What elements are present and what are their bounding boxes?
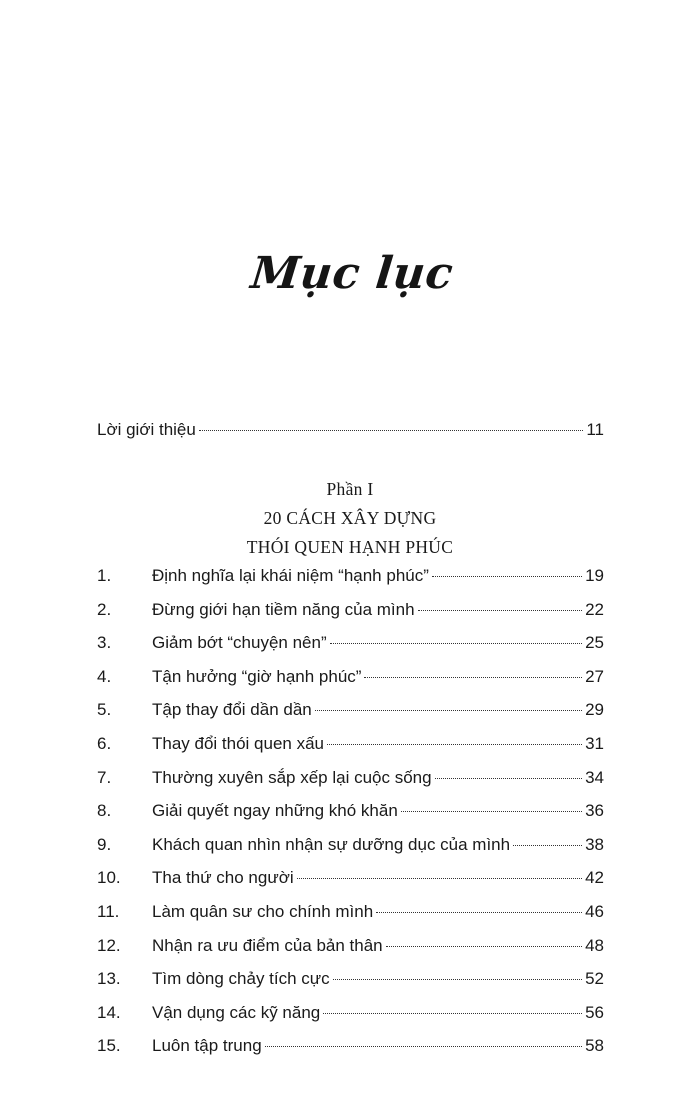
toc-entry-page: 31: [585, 733, 604, 753]
page-title: Mục lục: [248, 248, 456, 299]
toc-entry-page: 42: [585, 868, 604, 888]
toc-entry-title: Tận hưởng “giờ hạnh phúc”: [152, 666, 362, 686]
dot-leader: [401, 811, 582, 812]
dot-leader: [323, 1013, 582, 1014]
dot-leader: [297, 878, 582, 879]
toc-entry-number: 13.: [97, 969, 121, 989]
toc-entry-page: 56: [585, 1002, 604, 1022]
part-heading-block: [0, 475, 700, 562]
toc-entry-page: 36: [585, 801, 604, 821]
toc-entry-number: 6.: [97, 733, 112, 753]
toc-entry-number: 7.: [97, 767, 112, 787]
toc-entry-page: 19: [585, 566, 604, 585]
toc-entry-title: Giải quyết ngay những khó khăn: [152, 801, 398, 821]
toc-entry-page: 46: [585, 901, 604, 921]
part-subtitle-line-1: 20 CÁCH XÂY DỰNG: [263, 508, 437, 528]
dot-leader: [315, 710, 582, 711]
toc-entry-title: Lời giới thiệu: [97, 420, 196, 439]
toc-entry-page: 11: [586, 420, 604, 439]
dot-leader: [364, 677, 582, 678]
toc-entry-title: Tìm dòng chảy tích cực: [152, 969, 330, 989]
toc-entry-page: 34: [585, 767, 604, 787]
toc-entry-title: Luôn tập trung: [152, 1036, 262, 1056]
toc-entry[interactable]: [97, 731, 604, 765]
dot-leader: [418, 610, 583, 611]
toc-entry-number: 2.: [97, 599, 112, 619]
toc-entry-title: Giảm bớt “chuyện nên”: [152, 633, 327, 653]
dot-leader: [376, 912, 582, 913]
toc-entry-page: 38: [585, 834, 604, 854]
toc-entry-title: Làm quân sư cho chính mình: [152, 901, 374, 921]
toc-entry[interactable]: [97, 798, 604, 832]
toc-entry-number: 5.: [97, 700, 112, 720]
toc-entry-title: Khách quan nhìn nhận sự dưỡng dục của mình: [152, 834, 511, 854]
dot-leader: [432, 576, 582, 577]
toc-entry-number: 10.: [97, 868, 121, 888]
toc-entry-number: 8.: [97, 801, 112, 821]
toc-entry[interactable]: [97, 697, 604, 731]
toc-entry-title: Tập thay đổi dần dần: [152, 700, 312, 720]
dot-leader: [330, 643, 582, 644]
toc-entry[interactable]: [97, 765, 604, 799]
dot-leader: [513, 845, 582, 846]
dot-leader: [386, 946, 582, 947]
toc-entry-number: 11.: [97, 901, 120, 921]
toc-entry-intro[interactable]: [97, 420, 604, 446]
toc-entry-title: Định nghĩa lại khái niệm “hạnh phúc”: [152, 566, 429, 585]
toc-entry[interactable]: [97, 966, 604, 1000]
part-subtitle-line-2: THÓI QUEN HẠNH PHÚC: [246, 537, 454, 557]
toc-entry-number: 4.: [97, 666, 112, 686]
toc-entry-title: Đừng giới hạn tiềm năng của mình: [152, 599, 415, 619]
toc-entry[interactable]: [97, 664, 604, 698]
dot-leader: [265, 1046, 582, 1047]
dot-leader: [327, 744, 582, 745]
toc-entry[interactable]: [97, 597, 604, 631]
toc-entry-page: 25: [585, 633, 604, 653]
part-heading: Phần I: [326, 479, 374, 499]
toc-entry[interactable]: [97, 899, 604, 933]
toc-entry-page: 58: [585, 1036, 604, 1056]
toc-entry[interactable]: [97, 832, 604, 866]
toc-entry-number: 9.: [97, 834, 112, 854]
toc-entry-number: 12.: [97, 935, 121, 955]
dot-leader: [333, 979, 582, 980]
toc-entry-page: 48: [585, 935, 604, 955]
toc-entry[interactable]: [97, 1000, 604, 1034]
toc-entry[interactable]: [97, 865, 604, 899]
toc-entry-page: 52: [585, 969, 604, 989]
toc-entry-title: Nhận ra ưu điểm của bản thân: [152, 935, 383, 955]
toc-entry-title: Vận dụng các kỹ năng: [152, 1002, 321, 1022]
toc-entry-title: Thường xuyên sắp xếp lại cuộc sống: [152, 767, 432, 787]
toc-list: [97, 563, 604, 1067]
toc-entry[interactable]: [97, 933, 604, 967]
toc-entry-number: 3.: [97, 633, 112, 653]
toc-entry-page: 27: [585, 666, 604, 686]
toc-entry-title: Tha thứ cho người: [152, 868, 294, 888]
toc-entry[interactable]: [97, 563, 604, 597]
toc-entry-number: 14.: [97, 1002, 121, 1022]
toc-entry-number: 15.: [97, 1036, 121, 1056]
toc-entry-page: 29: [585, 700, 604, 720]
dot-leader: [199, 430, 583, 431]
toc-entry-page: 22: [585, 599, 604, 619]
toc-entry[interactable]: [97, 1033, 604, 1067]
toc-entry[interactable]: [97, 630, 604, 664]
toc-entry-number: 1.: [97, 566, 112, 585]
dot-leader: [435, 778, 582, 779]
toc-entry-title: Thay đổi thói quen xấu: [152, 733, 325, 753]
